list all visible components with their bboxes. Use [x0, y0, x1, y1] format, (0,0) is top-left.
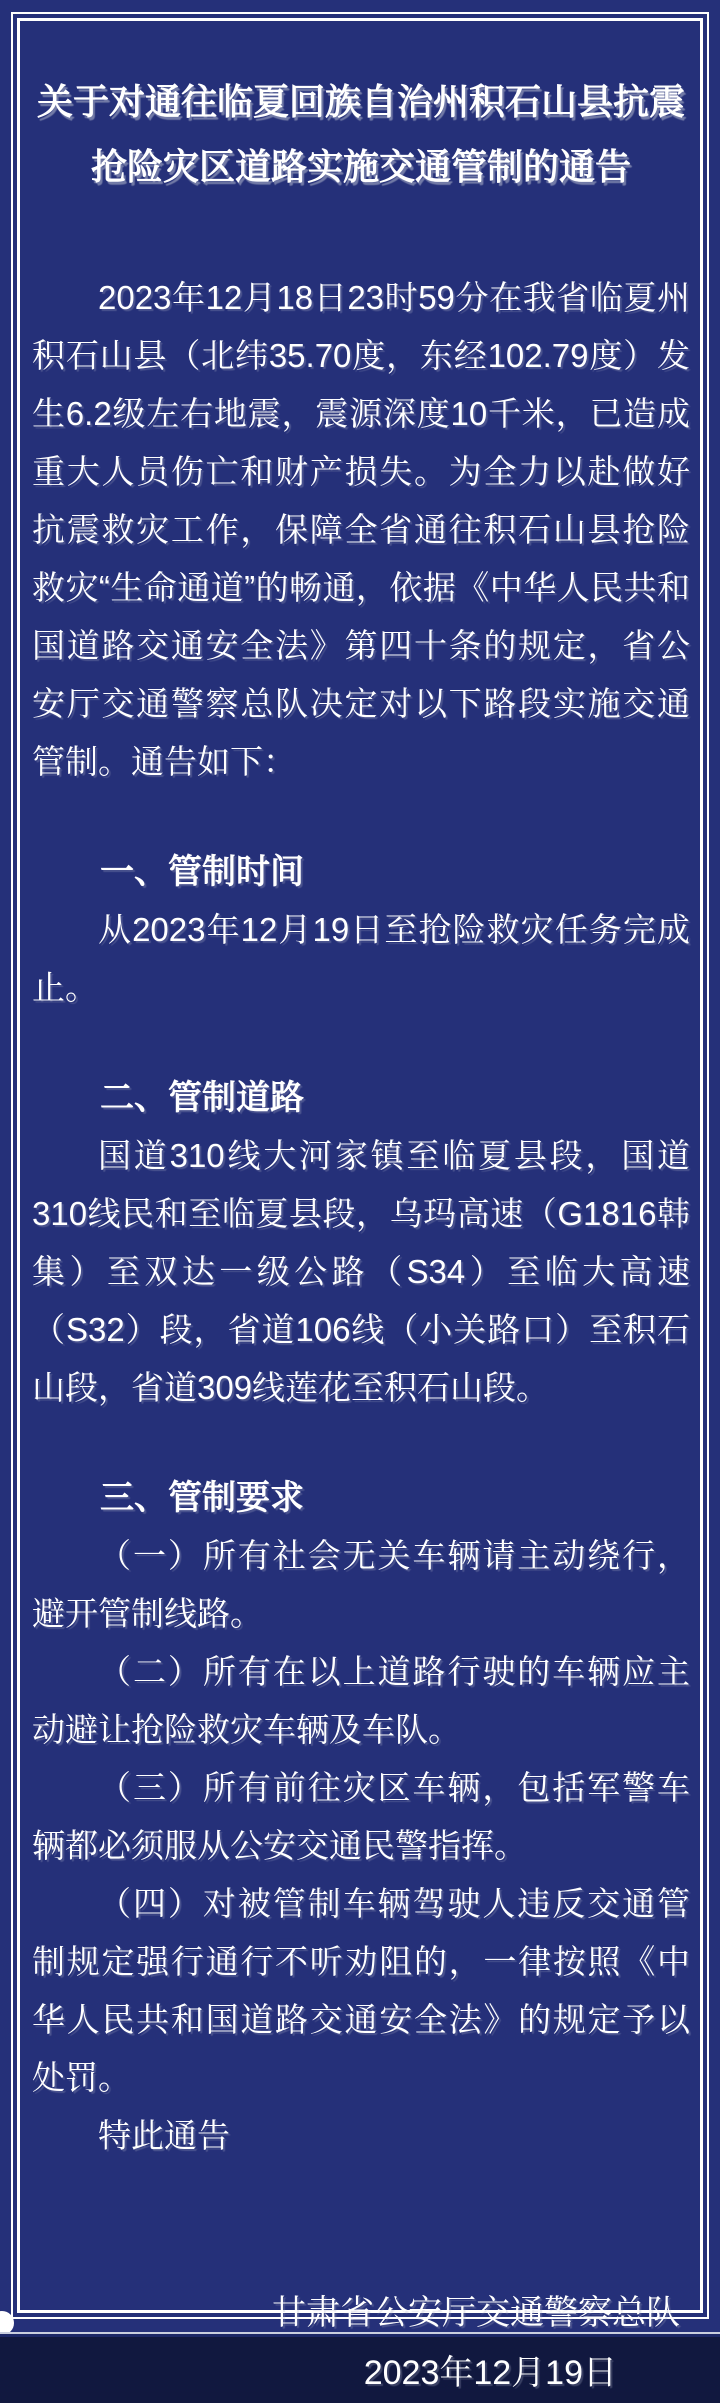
section-3-item-2: （二）所有在以上道路行驶的车辆应主动避让抢险救灾车辆及车队。 — [32, 1653, 690, 1748]
section-2-paragraph: 国道310线大河家镇至临夏县段，国道310线民和至临夏县段，乌玛高速（G1816韩集）至双达一级公路（S34）至临大高速（S32）段，省道106线（小关路口）至积石山段，省道309线莲花至积石山段。 — [32, 1137, 690, 1406]
section-3-heading: 三、管制要求 — [100, 1479, 304, 1517]
bottom-edge-strip — [0, 2334, 720, 2337]
notice-body — [32, 269, 690, 2403]
notice-title — [32, 69, 690, 199]
notice-closing: 特此通告 — [98, 2117, 230, 2154]
notice-intro-paragraph: 2023年12月18日23时59分在我省临夏州积石山县（北纬35.70度，东经102.79度）发生6.2级左右地震，震源深度10千米，已造成重大人员伤亡和财产损失。为全力以赴做好抗震救灾工作，保障全省通往积石山县抢险救灾“生命通道”的畅通，依据《中华人民共和国道路交通安全法》第四十条的规定，省公安厅交通警察总队决定对以下路段实施交通管制。通告如下： — [32, 279, 690, 780]
section-1-heading: 一、管制时间 — [100, 853, 304, 891]
section-3-item-3: （三）所有前往灾区车辆，包括军警车辆都必须服从公安交通民警指挥。 — [32, 1769, 690, 1864]
signature-issuer: 甘肃省公安厅交通警察总队 — [272, 2294, 680, 2332]
section-2-heading: 二、管制道路 — [100, 1079, 304, 1117]
notice-title-line-1: 关于对通往临夏回族自治州积石山县抗震 — [36, 81, 685, 122]
notice-signature — [32, 2283, 690, 2403]
decorative-inner-border — [17, 18, 703, 2392]
notice-content — [20, 21, 700, 2392]
signature-date: 2023年12月19日 — [363, 2354, 617, 2392]
decorative-outer-border — [11, 12, 709, 2392]
section-1-paragraph: 从2023年12月19日至抢险救灾任务完成止。 — [32, 911, 690, 1006]
notice-title-line-2: 抢险灾区道路实施交通管制的通告 — [90, 146, 631, 187]
section-3-item-1: （一）所有社会无关车辆请主动绕行，避开管制线路。 — [32, 1537, 690, 1632]
section-3-item-4: （四）对被管制车辆驾驶人违反交通管制规定强行通行不听劝阻的，一律按照《中华人民共和国道路交通安全法》的规定予以处罚。 — [32, 1885, 690, 2096]
